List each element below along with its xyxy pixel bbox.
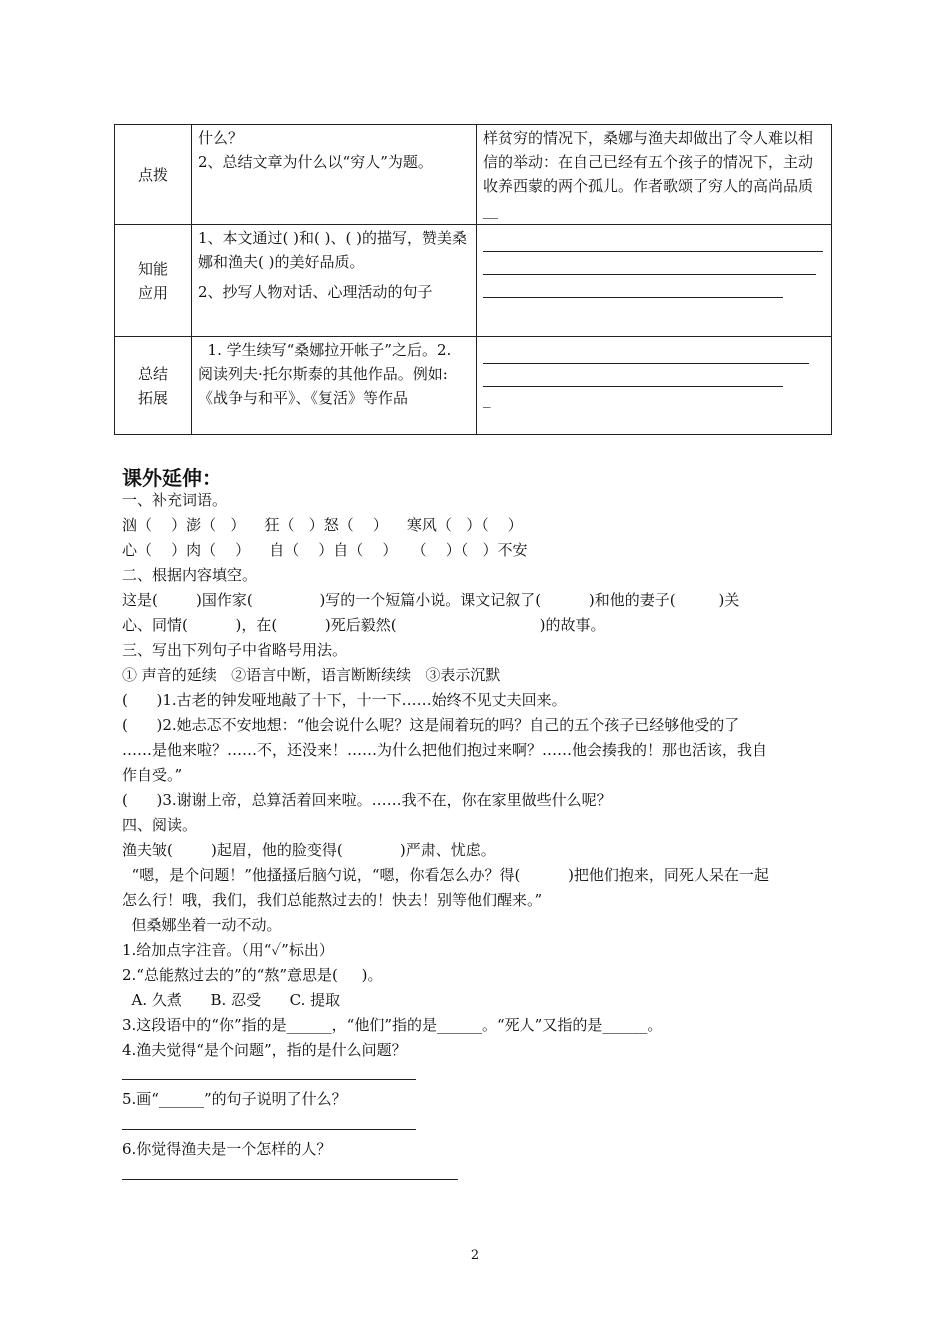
answer-line-stub: _ — [483, 390, 491, 408]
answer-line — [483, 341, 809, 364]
ellipsis-item-cont: 作自受。” — [122, 766, 183, 784]
reading-question: 6.你觉得渔夫是一个怎样的人？ — [122, 1140, 332, 1158]
fill-word-row: 汹（ ）澎（ ） 狂（ ）怒（ ） 寒风（ ）（ ） — [122, 516, 523, 534]
reading-passage: 但桑娜坐着一动不动。 — [122, 916, 282, 934]
ellipsis-item: ( )2.她忐忑不安地想：“他会说什么呢？这是闹着玩的吗？自己的五个孩子已经够他受的了 — [122, 716, 740, 734]
row-label-dianbo: 点拨 — [115, 125, 192, 225]
answer-line — [483, 364, 783, 387]
option-list: ① 声音的延续 ②语言中断，语言断断续续 ③表示沉默 — [122, 666, 501, 684]
reading-question: 3.这段语中的“你”指的是______，“他们”指的是______。“死人”又指的是______。 — [122, 1016, 663, 1034]
answer-line — [122, 1079, 416, 1080]
copy-sentence-task: 2、抄写人物对话、心理活动的句子 — [198, 283, 433, 301]
fill-word-row: 心（ ）肉（ ） 自（ ）自（ ） （ ）（ ）不安 — [122, 541, 528, 559]
reading-passage: 怎么行！哦，我们，我们总能熬过去的！快去！别等他们醒来。” — [122, 891, 543, 909]
table-row — [115, 225, 832, 337]
row-label-zongjie: 总结 拓展 — [115, 337, 192, 435]
reading-question: 5.画“______”的句子说明了什么？ — [122, 1090, 347, 1108]
reading-passage: 渔夫皱( )起眉，他的脸变得( )严肃、忧虑。 — [122, 841, 496, 859]
table-row — [115, 337, 832, 435]
answer-lines-cell — [477, 225, 832, 337]
ellipsis-item: ( )1.古老的钟发哑地敲了十下，十一下……始终不见丈夫回来。 — [122, 691, 567, 709]
question-heading: 一、补充词语。 — [122, 491, 228, 509]
question-heading: 四、阅读。 — [122, 816, 198, 834]
fill-blank-line: 这是( )国作家( )写的一个短篇小说。课文记叙了( )和他的妻子( )关 — [122, 591, 740, 609]
answer-line — [483, 229, 823, 252]
lesson-table — [114, 124, 832, 435]
row-right-cell: 样贫穷的情况下，桑娜与渔夫却做出了令人难以相信的举动：在自己已经有五个孩子的情况下，主动收养西蒙的两个孤儿。作者歌颂了穷人的高尚品质__ — [477, 125, 832, 225]
row-left-cell: 1. 学生续写“桑娜拉开帐子”之后。2. 阅读列夫·托尔斯泰的其他作品。例如:《战争与和平》、《复活》等作品 — [192, 337, 477, 435]
answer-lines-cell — [477, 337, 832, 435]
answer-line — [483, 275, 783, 298]
page-number: 2 — [470, 1248, 480, 1263]
answer-line — [122, 1129, 416, 1130]
row-left-cell: 什么？ 2、总结文章为什么以“穷人”为题。 — [192, 125, 477, 225]
question-heading: 三、写出下列句子中省略号用法。 — [122, 641, 348, 659]
answer-line — [122, 1179, 458, 1180]
reading-question: 4.渔夫觉得“是个问题”，指的是什么问题？ — [122, 1041, 407, 1059]
reading-question: 2.“总能熬过去的”的“熬”意思是( )。 — [122, 966, 383, 984]
section-title: 课外延伸： — [122, 466, 222, 490]
ellipsis-item: ( )3.谢谢上帝，总算活着回来啦。……我不在，你在家里做些什么呢？ — [122, 791, 612, 809]
row-label-zhineng: 知能 应用 — [115, 225, 192, 337]
reading-passage: “嗯，是个问题！”他搔搔后脑勺说，“嗯，你看怎么办？得( )把他们抱来，同死人呆在一起 — [122, 866, 769, 884]
answer-line — [483, 252, 816, 275]
choice-options: A. 久煮 B. 忍受 C. 提取 — [122, 991, 341, 1009]
fill-blank-line: 心、同情( )，在( )死后毅然( )的故事。 — [122, 616, 606, 634]
question-heading: 二、根据内容填空。 — [122, 566, 258, 584]
reading-question: 1.给加点字注音。（用“✓”标出） — [122, 941, 334, 959]
ellipsis-item-cont: ……是他来啦？……不，还没来！……为什么把他们抱过来啊？……他会揍我的！那也活该，我自 — [122, 741, 768, 759]
fill-blank-question: 1、本文通过( )和( )、( )的描写，赞美桑娜和渔夫( )的美好品质。 — [198, 229, 467, 271]
row-left-cell — [192, 225, 477, 337]
table-row — [115, 125, 832, 225]
